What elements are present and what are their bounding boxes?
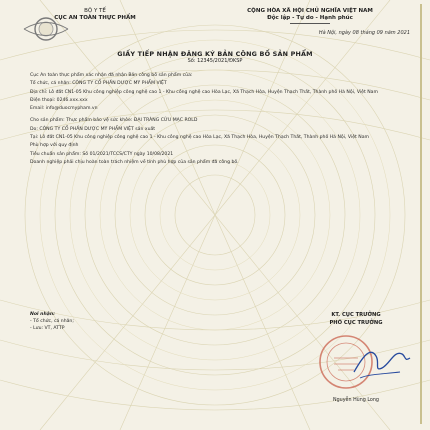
body-line: Địa chỉ: Lô đất CN1-05 Khu công nghiệp công nghệ cao 1 - Khu công nghệ cao Hòa Lạc, Xã Thạch Hòa, Huyện Thạch Thất, Thành phố Hà Nội, Việt Nam [30, 89, 378, 95]
signer-role-1: KT. CỤC TRƯỞNG [331, 312, 381, 318]
document-number: Số: 12345/2021/ĐKSP [187, 58, 243, 64]
issue-date: Hà Nội, ngày 08 tháng 09 năm 2021 [318, 30, 410, 36]
body-line: Tại: Lô đất CN1-05 Khu công nghiệp công nghệ cao 1 - Khu công nghệ cao Hòa Lạc, Xã Thạch Hòa, Huyện Thạch Thất, Thành phố Hà Nội, Việt Nam [30, 135, 370, 141]
body-line: Do: CÔNG TY CỔ PHẦN DƯỢC MỸ PHẨM VIỆT sản xuất [30, 126, 156, 132]
signer-role-2: PHÓ CỤC TRƯỞNG [329, 319, 383, 326]
body-line: Điện thoại: 0246.xxx.xxx [30, 97, 88, 103]
body-line: Cục An toàn thực phẩm xác nhận đã nhận Bản công bố sản phẩm của: [30, 73, 193, 78]
signature-block [296, 312, 416, 328]
motto-underline [290, 23, 330, 24]
body-line: Doanh nghiệp phải chịu hoàn toàn trách nhiệm về tính phù hợp của sản phẩm đã công bố. [30, 159, 239, 165]
signer-name: Nguyễn Hùng Long [333, 398, 379, 403]
header-right [210, 8, 410, 25]
body-line: Tổ chức, cá nhân: CÔNG TY CỔ PHẦN DƯỢC MỸ PHẨM VIỆT [30, 81, 167, 87]
recipient-item: - Lưu: VT, ATTP [30, 325, 65, 331]
document-body [30, 72, 392, 167]
recipient-item: - Tổ chức, cá nhân; [30, 318, 74, 324]
country-name: CỘNG HÒA XÃ HỘI CHỦ NGHĨA VIỆT NAM [247, 8, 373, 14]
ministry-name: BỘ Y TẾ [84, 8, 106, 14]
body-line: Phù hợp với quy định [30, 143, 79, 149]
signature-stamp [304, 328, 414, 398]
agency-logo [22, 14, 70, 44]
recipients-label: Nơi nhận: [30, 312, 55, 317]
body-line: Tiêu chuẩn sản phẩm: Số 01/2021/TCCS/CTY ngày 10/08/2021 [30, 151, 174, 157]
body-line: Email: info@duocmypham.vn [30, 106, 98, 112]
national-motto: Độc lập - Tự do - Hạnh phúc [267, 15, 353, 22]
agency-name: CỤC AN TOÀN THỰC PHẨM [54, 15, 136, 22]
recipients-block [30, 312, 130, 333]
body-line: Cho sản phẩm: Thực phẩm bảo vệ sức khỏe: ĐẠI TRÀNG CỬU MẠC ROLD [30, 118, 198, 124]
document-title: GIẤY TIẾP NHẬN ĐĂNG KÝ BẢN CÔNG BỐ SẢN PHẨM [117, 50, 313, 58]
